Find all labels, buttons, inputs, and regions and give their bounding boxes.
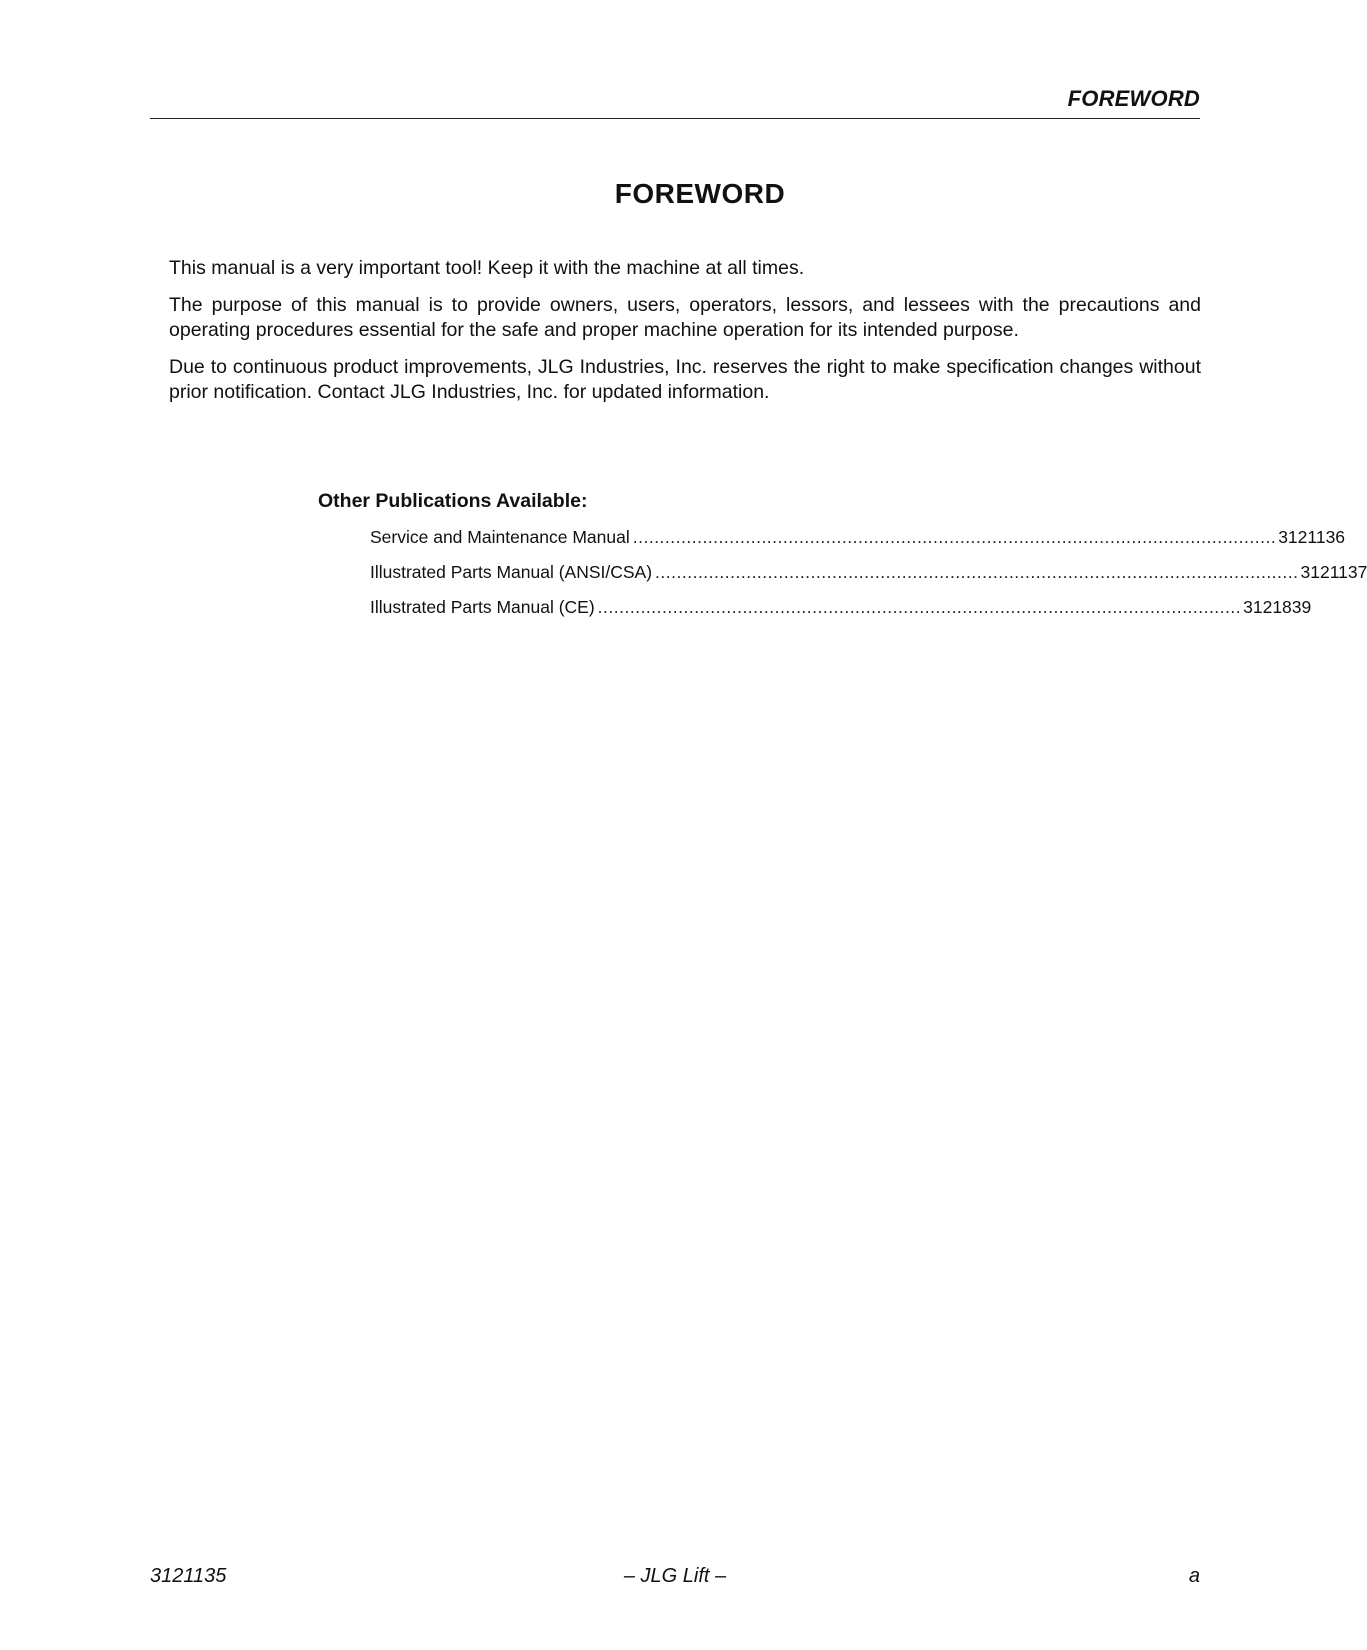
paragraph: Due to continuous product improvements, JLG Industries, Inc. reserves the right to make specification changes without prior notification. Contact JLG Industries, Inc. for updated information. — [169, 356, 1201, 403]
publications-list — [370, 527, 1367, 632]
publication-name: Illustrated Parts Manual (CE) — [370, 597, 595, 617]
footer-center-label: – JLG Lift – — [623, 1565, 727, 1587]
publication-number: 3121136 — [1278, 527, 1346, 547]
dot-leader: ........................................................................................................................ — [597, 597, 1242, 617]
running-header — [150, 86, 1200, 119]
publication-item — [370, 527, 1346, 562]
page-title: FOREWORD — [614, 178, 786, 209]
footer-doc-number: 3121135 — [150, 1565, 227, 1587]
dot-leader: ........................................................................................................................ — [632, 527, 1277, 547]
footer-page-number: a — [1188, 1565, 1200, 1587]
running-header-title: FOREWORD — [1067, 86, 1200, 111]
body-text — [169, 256, 1201, 417]
paragraph: The purpose of this manual is to provide owners, users, operators, lessors, and lessees with the precautions and operating procedures essential for the safe and proper machine operation for its intended purpose. — [169, 294, 1201, 341]
publication-item — [370, 562, 1367, 597]
publication-number: 3121137 — [1300, 562, 1367, 582]
publication-name: Service and Maintenance Manual — [370, 527, 630, 547]
publications-section — [318, 490, 1367, 632]
publication-name: Illustrated Parts Manual (ANSI/CSA) — [370, 562, 653, 582]
dot-leader: ........................................................................................................................ — [655, 562, 1299, 582]
publication-item — [370, 597, 1312, 632]
publications-heading: Other Publications Available: — [318, 490, 588, 512]
publication-number: 3121839 — [1243, 597, 1312, 617]
paragraph: This manual is a very important tool! Keep it with the machine at all times. — [169, 257, 805, 279]
